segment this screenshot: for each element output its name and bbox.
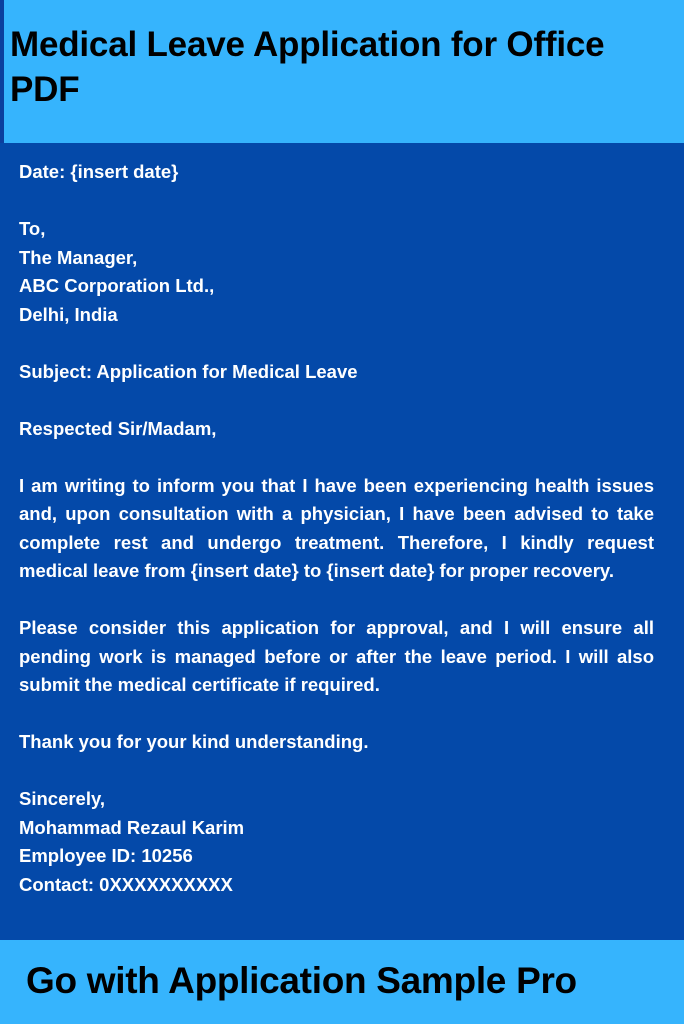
body-paragraph-2: Please consider this application for approval, and I will ensure all pending work is managed before or after the leave period. I will also submit the medical certificate if required.	[19, 617, 654, 695]
spacer	[19, 586, 654, 615]
spacer	[19, 329, 654, 358]
letter-signoff: Sincerely,	[19, 788, 106, 809]
letter-subject: Subject: Application for Medical Leave	[19, 360, 358, 382]
body-paragraph-1: I am writing to inform you that I have been experiencing health issues and, upon consultation with a physician, I have been advised to take complete rest and undergo treatment. Therefore, I kindly request medical leave from {insert date} to {insert date} for proper recovery.	[19, 474, 654, 581]
sender-contact: Contact: 0XXXXXXXXXX	[19, 873, 233, 895]
recipient-location: Delhi, India	[19, 303, 118, 325]
letter-body	[19, 158, 654, 899]
closing-thanks: Thank you for your kind understanding.	[19, 731, 369, 752]
letter-salutation: Respected Sir/Madam,	[19, 417, 217, 439]
letter-to: To,	[19, 218, 46, 239]
recipient-company: ABC Corporation Ltd.,	[19, 275, 215, 296]
sender-name: Mohammad Rezaul Karim	[19, 816, 245, 838]
footer-banner	[0, 940, 684, 1024]
spacer	[19, 757, 654, 786]
spacer	[19, 386, 654, 415]
footer-brand-text: Go with Application Sample Pro	[26, 960, 577, 1001]
letter-date: Date: {insert date}	[19, 161, 179, 182]
spacer	[19, 700, 654, 729]
employee-id: Employee ID: 10256	[19, 845, 193, 866]
header-banner	[0, 0, 684, 143]
recipient-title: The Manager,	[19, 246, 138, 268]
spacer	[19, 187, 654, 216]
page-title: Medical Leave Application for Office PDF	[10, 25, 605, 109]
spacer	[19, 443, 654, 472]
